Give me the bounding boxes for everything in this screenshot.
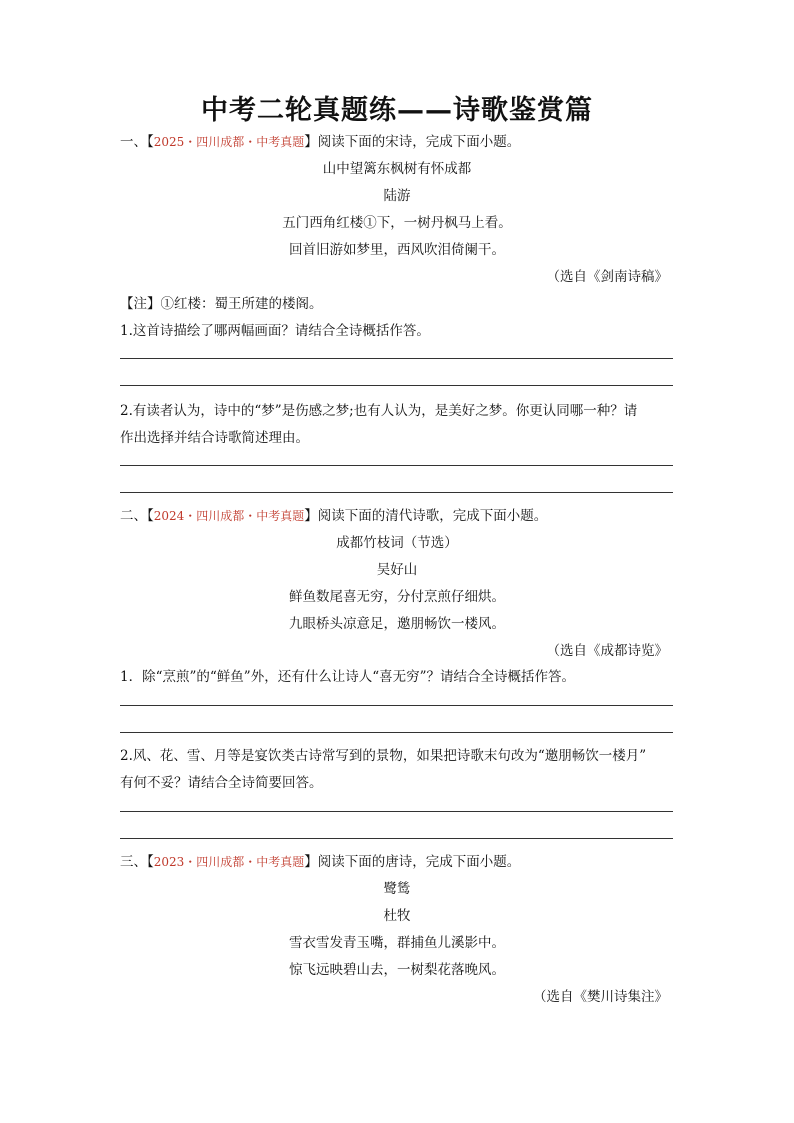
section-1-poem-line-2: 回首旧游如梦里，西风吹泪倚阑干。 <box>289 242 505 258</box>
section-1-poem-line-1: 五门西角红楼①下，一树丹枫马上看。 <box>282 215 512 231</box>
answer-line[interactable] <box>120 811 673 812</box>
section-3-author: 杜牧 <box>383 908 411 924</box>
section-2-question-1: 1．除“烹煎”的“鲜鱼”外，还有什么让诗人“喜无穷”？请结合全诗概括作答。 <box>120 669 575 685</box>
section-1-author: 陆游 <box>383 188 411 204</box>
section-1-question-2-line-2: 作出选择并结合诗歌简述理由。 <box>120 430 309 446</box>
section-2-question-2-line-1: 2.风、花、雪、月等是宴饮类古诗常写到的景物，如果把诗歌末句改为“邀朋畅饮一楼月” <box>120 748 647 764</box>
section-1-question-2-line-1: 2.有读者认为，诗中的“梦”是伤感之梦;也有人认为，是美好之梦。你更认同哪一种？请 <box>120 403 638 419</box>
section-1-header <box>120 130 520 150</box>
section-2-poem-line-2: 九眼桥头凉意足，邀朋畅饮一楼风。 <box>289 616 505 632</box>
section-1-instruction: 阅读下面的宋诗，完成下面小题。 <box>317 134 521 150</box>
section-3-header <box>120 850 520 870</box>
bracket-close: 】 <box>304 508 318 524</box>
answer-line[interactable] <box>120 358 673 359</box>
section-2-question-2-line-2: 有何不妥？请结合全诗简要回答。 <box>120 775 323 791</box>
section-1-question-1: 1.这首诗描绘了哪两幅画面？请结合全诗概括作答。 <box>120 323 430 339</box>
section-3-poem-line-1: 雪衣雪发青玉嘴，群捕鱼儿溪影中。 <box>289 935 505 951</box>
section-2-instruction: 阅读下面的清代诗歌，完成下面小题。 <box>317 508 548 524</box>
bracket-open: 【 <box>147 854 154 870</box>
section-3-prefix: 三、 <box>120 854 147 870</box>
section-1-note: 【注】①红楼：蜀王所建的楼阁。 <box>120 296 323 312</box>
answer-line[interactable] <box>120 705 673 706</box>
section-3-instruction: 阅读下面的唐诗，完成下面小题。 <box>317 854 521 870</box>
section-1-citation: （选自《剑南诗稿》 <box>546 269 668 285</box>
section-2-poem-line-1: 鲜鱼数尾喜无穷，分付烹煎仔细烘。 <box>289 589 505 605</box>
section-3-poem-title: 鹭鸶 <box>383 881 411 897</box>
section-1-poem-title: 山中望篱东枫树有怀成都 <box>322 161 472 177</box>
bracket-close: 】 <box>304 134 318 150</box>
bracket-open: 【 <box>147 134 154 150</box>
section-2-citation: （选自《成都诗览》 <box>546 643 668 659</box>
section-2-poem-title: 成都竹枝词（节选） <box>336 535 458 551</box>
section-3-poem-line-2: 惊飞远映碧山去，一树梨花落晚风。 <box>289 962 505 978</box>
bracket-close: 】 <box>304 854 318 870</box>
section-2-header <box>120 504 547 524</box>
section-2-author: 吴好山 <box>376 562 418 578</box>
answer-line[interactable] <box>120 732 673 733</box>
section-2-source: 2024・四川成都・中考真题 <box>153 509 305 523</box>
answer-line[interactable] <box>120 465 673 466</box>
answer-line[interactable] <box>120 385 673 386</box>
section-1-source: 2025・四川成都・中考真题 <box>153 135 305 149</box>
section-2-prefix: 二、 <box>120 508 147 524</box>
section-1-prefix: 一、 <box>120 134 147 150</box>
page-title: 中考二轮真题练——诗歌鉴赏篇 <box>201 95 593 126</box>
section-3-citation: （选自《樊川诗集注》 <box>533 989 668 1005</box>
section-3-source: 2023・四川成都・中考真题 <box>153 855 305 869</box>
answer-line[interactable] <box>120 492 673 493</box>
bracket-open: 【 <box>147 508 154 524</box>
answer-line[interactable] <box>120 838 673 839</box>
